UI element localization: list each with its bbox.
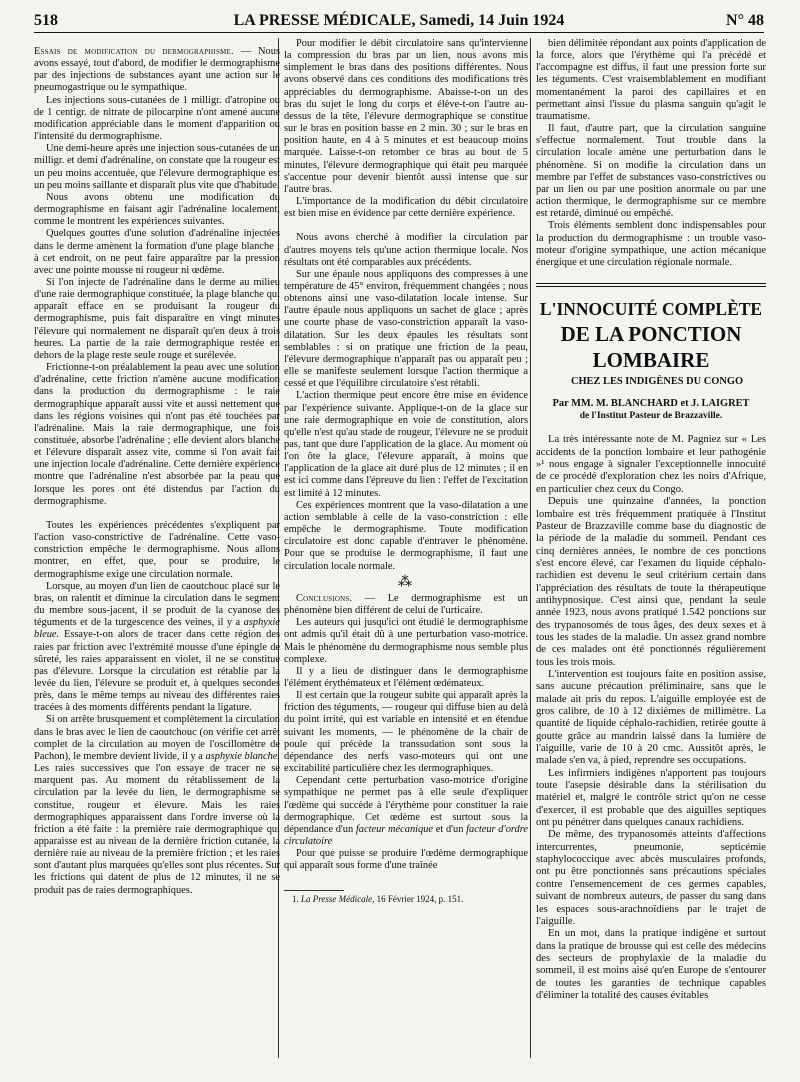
- paragraph: Si l'on injecte de l'adrénaline dans le derme au milieu d'une raie dermographique constituée, la plage blanche qui apparaît efface en se produisant la rougeur du dermographisme, puis fait disparaître en vingt minutes l'élevure qui normalement ne disparaît qu'en deux à trois heures. La partie de la raie dermographique restée en dehors de la plage reste seule rouge et surélevée.: [34, 276, 280, 361]
- issue-number: N° 48: [726, 12, 764, 29]
- paragraph: Pour que puisse se produire l'œdème dermographique qui apparaît sous forme d'une traînée: [284, 848, 528, 872]
- paragraph-text: — Nous avons essayé, tout d'abord, de modifier le dermographisme par des injections de substances ayant une action sur le pneumogastrique ou le sympathique.: [34, 46, 280, 94]
- column-divider: [530, 38, 531, 1058]
- paragraph: L'importance de la modification du débit circulatoire est bien mise en évidence par cette dernière expérience.: [284, 196, 528, 220]
- column-1: [34, 46, 280, 897]
- article-title-line-2: DE LA PONCTION LOMBAIRE: [560, 321, 742, 372]
- paragraph: En un mot, dans la pratique indigène et surtout dans la pratique de brousse qui est celle des médecins des secteurs de prophylaxie de la maladie du sommeil, il est moins aisé qu'en Europe de s'entourer de toutes les garanties de technique capables d'éliminer la totalité des causes évitables: [536, 928, 766, 1001]
- paragraph-text: Cependant cette perturbation vaso-motrice d'origine sympathique ne permet pas à elle seule d'expliquer l'œdème qui succède à l'érythème pour constituer la raie dermographique. Cet œdème est surtout sous la dépendance d'un: [284, 775, 528, 835]
- article-title-line-1: L'INNOCUITÉ COMPLÈTE: [539, 298, 763, 319]
- article-body: [536, 434, 766, 1002]
- journal-title: LA PRESSE MÉDICALE, Samedi, 14 Juin 1924: [233, 12, 565, 29]
- paragraph-text: Les raies successives que l'on essaye de tracer ne se marquent pas. Au moment du rétablissement de la circulation par la levée du lien, le dermographisme se constitue, rougeur et élevure. Mais les raies dermographiques apparaissent dans l'ordre inverse où la friction a été faite : la première raie dermographique qui apparaisse est au niveau de la dernière friction cutanée, la dernière raie au niveau de la première friction ; et les raies sont d'autant plus marquées qu'elles sont plus récentes. Sur les frictions qui datent de plus de 12 minutes, il ne se produit pas de raies dermographiques.: [34, 763, 280, 896]
- paragraph-text: et d'un: [433, 823, 467, 835]
- paragraph: Les infirmiers indigènes n'apportent pas toujours toute l'asepsie désirable dans la stérilisation du matériel et, malgré le contrôle strict qu'on ne cesse d'exercer, il est probable que des aiguilles septiques ont pu pénétrer dans quelques canaux rachidiens.: [536, 767, 766, 829]
- italic-term: asphyxie bleue.: [34, 617, 280, 641]
- paragraph-text: Essaye-t-on alors de tracer dans cette région des raies par friction avec l'extrémité mousse d'une épingle de sûreté, les raies apparaissent en violet, il ne se constitue pas d'élevure. Lorsque la circulation est rétablie par la levée du lien, l'élevure se produit et, à quelques secondes près, dans le même temps au niveau des différentes raies tracées à des moments différents pendant la ligature.: [34, 629, 280, 714]
- section-heading: Conclusions.: [296, 592, 353, 604]
- italic-term: facteur mécanique: [355, 823, 434, 835]
- italic-term: asphyxie blanche.: [205, 750, 280, 762]
- column-3: [536, 38, 766, 1002]
- article-institute: de l'Institut Pasteur de Brazzaville.: [579, 411, 723, 422]
- footnote-text: , 16 Février 1924, p. 151.: [372, 894, 464, 905]
- page-number: 518: [34, 12, 58, 29]
- paragraph: L'action thermique peut encore être mise en évidence par l'expérience suivante. Applique-t-on de la glace sur une raie dermographique en voie de constitution, alors qu'elle n'est qu'au stade de rougeur, l'élevure ne se produit pas, tant que dure l'application de la glace. Au moment où l'on ôte la glace, l'élevure apparaît, à moins que l'application de la glace ait duré plus de 12 minutes ; il en est ici comme dans l'épreuve du lien : l'effet de l'excitation est limité à 12 minutes.: [284, 390, 528, 499]
- paragraph: Il est certain que la rougeur subite qui apparaît après la friction des téguments, — rougeur qui diffuse bien au delà du point irrité, qui est variable en intensité et en étendue suivant les moments, — le phénomène de la chair de poule qui précède la transsudation sont sous la dépendance des nerfs vaso-moteurs qui ont une excitabilité particulière chez les dermographiques.: [284, 690, 528, 775]
- paragraph-text: Lorsque, au moyen d'un lien de caoutchouc placé sur le bras, on ralentit et diminue la circulation dans le segment du membre sous-jacent, il se produit de la cyanose des téguments et de la turgescence des veines, il y a: [34, 580, 280, 629]
- paragraph-text: — Le dermographisme est un phénomène bien différent de celui de l'urticaire.: [284, 592, 528, 617]
- footnote: [284, 894, 528, 905]
- paragraph: Il faut, d'autre part, que la circulation sanguine s'effectue normalement. Tout trouble dans la circulation locale amène une perturbation dans le phénomène. Si on modifie la circulation dans un membre par l'effet de substances vaso-constrictives ou par un lien ou par une position anormale ou par une action thermique, le dermographisme sur ce membre est retardé, diminué ou empêché.: [536, 123, 766, 220]
- paragraph: La très intéressante note de M. Pagniez sur « Les accidents de la ponction lombaire et leur pathogénie »¹ nous engage à signaler l'exceptionnelle innocuité de ce procédé d'exploration chez les noirs d'Afrique, en particulier chez ceux du Congo.: [536, 434, 766, 495]
- footnote-number: 1.: [292, 894, 301, 905]
- paragraph: [34, 714, 280, 896]
- paragraph: Toutes les expériences précédentes s'expliquent par l'action vaso-constrictive de l'adrénaline. Cette vaso-constriction empêche le dermographisme. Nous allons montrer, en effet, que, pour se produire, le dermographisme exige une circulation normale.: [34, 519, 280, 580]
- paragraph: De même, des trypanosomés atteints d'affections intercurrentes, pneumonie, septicémie staphylococcique avec abcès musculaires profonds, ont pu être ponctionnés sans précautions spéciales contre l'ensemencement de ces germes capables, suivant de nombreux auteurs, de passer du sang dans les espaces sous-arachnoïdiens par le trajet de l'aiguille.: [536, 829, 766, 927]
- paragraph: Quelques gouttes d'une solution d'adrénaline injectées dans le derme amènent la formation d'une plage blanche ; à cet endroit, on ne peut faire apparaître par la pression avec une pointe mousse ni rougeur ni œdème.: [34, 228, 280, 276]
- paragraph: [34, 581, 280, 715]
- section-separator: ⁂: [398, 574, 414, 590]
- paragraph: Ces expériences montrent que la vaso-dilatation a une action semblable à celle de la vaso-constriction : elle empêche le dermographisme. Toute modification circulatoire est donc capable d'entraver le phénomène. Pour que se produise le dermographisme, il faut une circulation locale normale.: [284, 499, 528, 572]
- paragraph-text: Si on arrête brusquement et complètement la circulation dans le bras avec le lien de caoutchouc (on vérifie cet arrêt complet de la circulation au moyen de l'oscillomètre de Pachon), le membre devient livide, il y a: [34, 714, 280, 762]
- paragraph: Les injections sous-cutanées de 1 milligr. d'atropine ou de 1 centigr. de nitrate de pilocarpine n'ont amené aucune modification appréciable dans le moment d'apparition ou l'intensité du dermographisme.: [34, 94, 280, 143]
- paragraph: L'intervention est toujours faite en position assise, sans aucune précaution préliminaire, sans que le malade ait pris du repos. L'aiguille employée est de gros calibre, de 10 à 12 dixièmes de millimètre. La quantité de liquide céphalo-rachidien, retirée goutte à goutte grâce au mandrin laissé dans la lumière de l'aiguille, varie de 10 à 20 cmc. Aussitôt après, le malade s'en va, à pied, reprendre ses occupations.: [536, 668, 766, 767]
- paragraph: Nous avons obtenu une modification du dermographisme en faisant agir l'adrénaline localement, comme le montrent les expériences suivantes.: [34, 191, 280, 228]
- paragraph: [284, 593, 528, 617]
- column-2: [284, 38, 528, 905]
- footnote-journal: La Presse Médicale: [301, 894, 373, 905]
- article-subtitle: CHEZ LES INDIGÈNES DU CONGO: [570, 375, 744, 387]
- article-rule: [536, 283, 766, 284]
- article-authors: Par MM. M. BLANCHARD et J. LAIGRET: [552, 398, 750, 410]
- paragraph: Frictionne-t-on préalablement la peau avec une solution d'adrénaline, cette friction n'amène aucune modification dans la production du dermographisme : le raie dermographique apparaît aussi vite et aussi nettement que dans les régions voisines qui n'ont pas été touchées par l'adrénaline. Mais la raie dermographique, une fois constituée, absorbe l'adrénaline ; elle devient alors blanche et l'élevure disparaît assez vite, comme si l'on avait fait une injection locale d'adrénaline. Cette dernière expérience montre que l'adrénaline n'est absorbée par la peau que lorsque les pores ont été distendus par l'action du dermographisme.: [34, 362, 280, 507]
- paragraph: Nous avons cherché à modifier la circulation par d'autres moyens tels qu'une action thermique locale. Nos résultats ont été comparables aux précédents.: [284, 232, 528, 268]
- paragraph: Une demi-heure après une injection sous-cutanées de un milligr. et demi d'adrénaline, on constate que la rougeur est un peu moins accentuée, que l'élevure dermographique est un peu moins saillante et disparaît plus vite que d'habitude.: [34, 143, 280, 191]
- italic-term: facteur d'ordre circulatoire: [284, 823, 529, 847]
- paragraph: bien délimitée répondant aux points d'application de la force, alors que l'érythème qui l'a précédé et l'accompagne est diffus, il faut une pression forte sur les téguments. C'est vraisemblablement en modifiant momentanément la paroi des capillaires et en permettant ainsi l'issue du plasma sanguin qu'agit le traumatisme.: [536, 38, 766, 122]
- running-header: [34, 10, 764, 33]
- paragraph: Trois éléments semblent donc indispensables pour la production du dermographisme : un trouble vaso-moteur d'origine sympathique, une action mécanique énergique et une circulation régionale normale.: [536, 220, 766, 268]
- paragraph: Sur une épaule nous appliquons des compresses à une température de 45° environ, fréquemment changées ; nous obtenons ainsi une vaso-dilatation locale intense. Sur l'autre épaule nous appliquons un sachet de glace ; après une courte phase de vaso-constriction apparaît la vaso-dilatation. Sur les deux épaules les résultats sont semblables : si on pratique une friction de la peau, l'élevure dermographique n'apparaît pas ou apparaît peu ; elle se manifeste seulement lorsque l'action thermique a cessé et que l'équilibre circulatoire s'est rétabli.: [284, 268, 528, 390]
- section-heading: Essais de modification du dermographisme.: [34, 46, 234, 57]
- paragraph: [34, 46, 280, 95]
- paragraph: Pour modifier le débit circulatoire sans qu'intervienne la compression du bras par un lien, nous avons mis simplement le bras dans des positions différentes. Nous avons observé dans ces conditions des modifications très appréciables du dermographisme. Abaisse-t-on un des bras du sujet le long du corps et élève-t-on l'autre au-dessus de la tête, l'élevure dermographique se constitue sur le bras en position basse en 2 min. 30 ; sur le bras en position haute, en 4 à 5 minutes et est beaucoup moins marquée. Laisse-t-on retomber ce bras au bout de 5 minutes, l'élevure dermographique qui était peu marquée s'accentue pour devenir bientôt aussi intense que sur l'autre bras.: [284, 38, 528, 195]
- footnote-rule: [284, 890, 344, 891]
- paragraph: Depuis une quinzaine d'années, la ponction lombaire est très fréquemment pratiquée à l'Institut Pasteur de Brazzaville comme base du diagnostic de la période de la maladie du sommeil. Pendant ces cinq dernières années, le nombre de ces ponctions s'est encore élevé, car l'examen du liquide céphalo-rachidien est devenu le seul critérium certain dans l'appréciation des résultats de toute la thérapeutique antihypnosique. C'est ainsi que, pendant la seule année 1923, nous avons pratiqué 1.542 ponctions sur des trypanosomés de tous âges, des deux sexes et à tous les stades de la maladie. Un assez grand nombre de ces malades ont été ponctionnés régulièrement tous les trois mois.: [536, 496, 766, 668]
- article-rule: [536, 286, 766, 287]
- paragraph: Les auteurs qui jusqu'ici ont étudié le dermographisme ont admis qu'il était dû à une perturbation vaso-motrice. Mais le phénomène du dermographisme nous semble plus complexe.: [284, 617, 528, 665]
- paragraph: [284, 775, 528, 848]
- paragraph: Il y a lieu de distinguer dans le dermographisme l'élément érythémateux et l'élément œdémateux.: [284, 665, 528, 689]
